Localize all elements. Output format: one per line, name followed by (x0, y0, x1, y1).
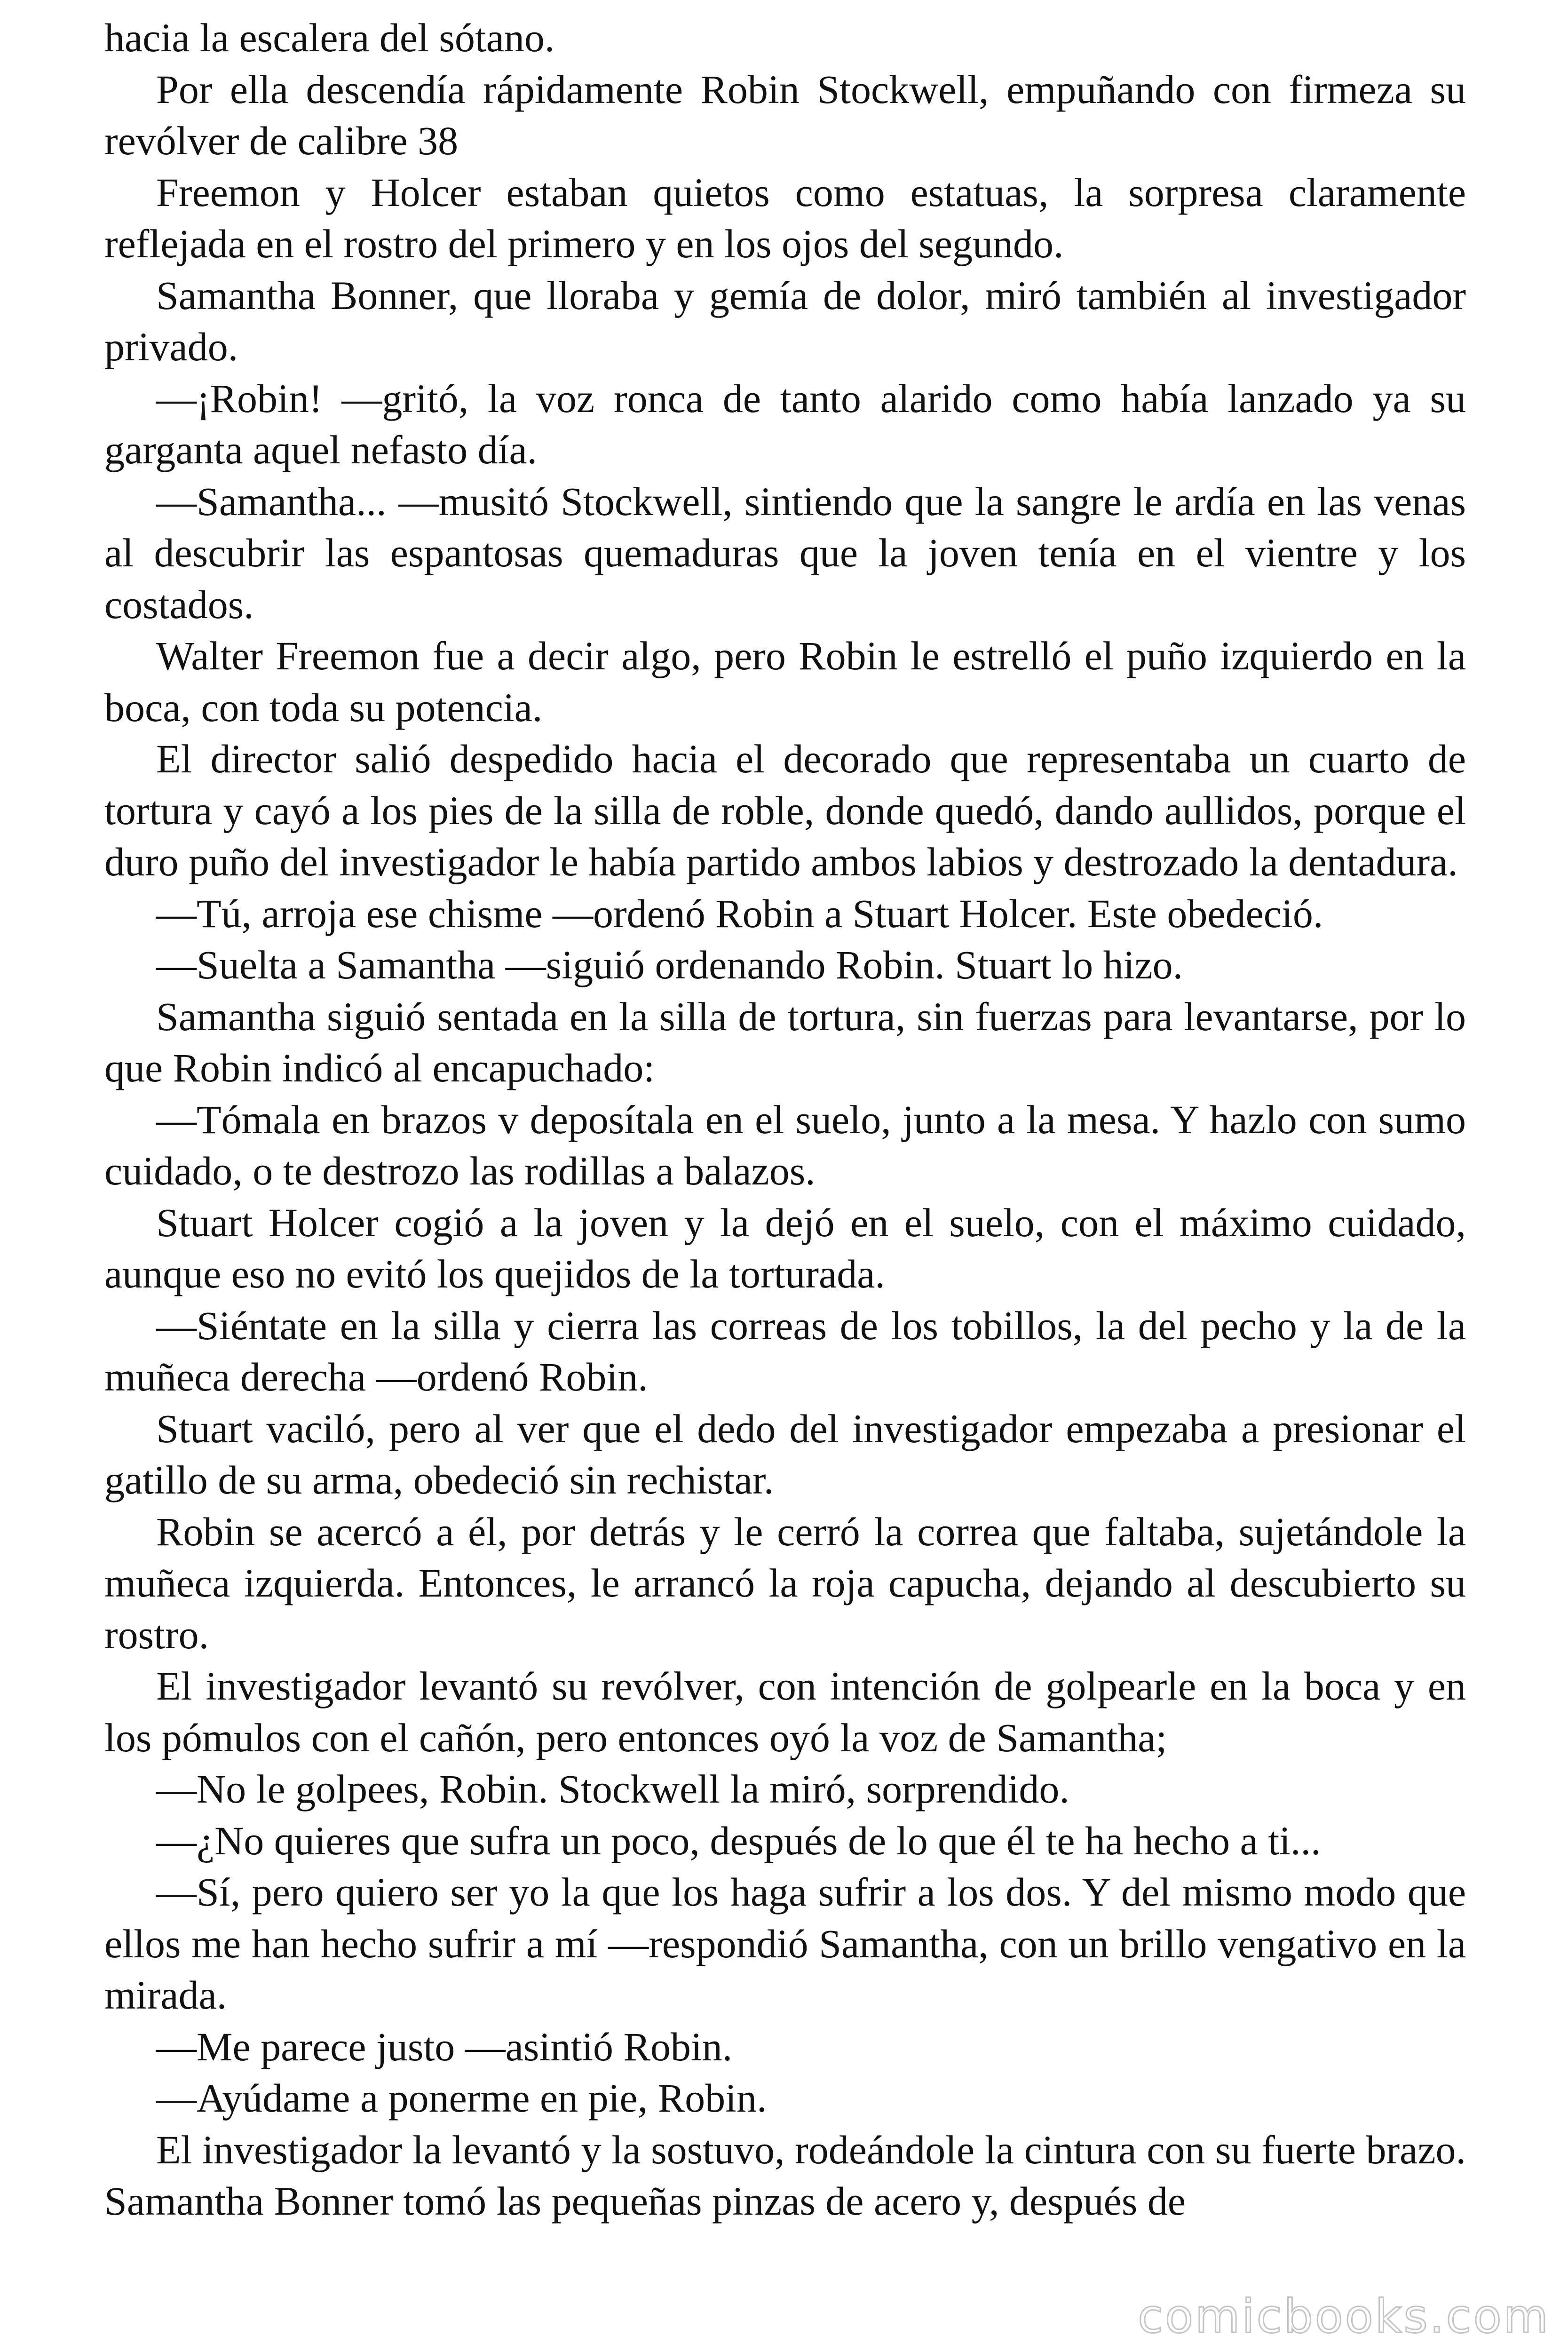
paragraph: —No le golpees, Robin. Stockwell la miró, sorprendido. (156, 1766, 1069, 1812)
paragraph: El director salió despedido hacia el decorado que representaba un cuarto de tortura y cayó a los pies de la silla de roble, donde quedó, dando aullidos, porque el duro puño del investigador le había partido ambos labios y destrozado la dentadura. (104, 736, 1466, 884)
paragraph: Por ella descendía rápidamente Robin Stockwell, empuñando con firmeza su revólver de calibre 38 (104, 66, 1466, 163)
paragraph: —Tómala en brazos v deposítala en el suelo, junto a la mesa. Y hazlo con sumo cuidado, o te destrozo las rodillas a balazos. (104, 1097, 1466, 1193)
paragraph: Samantha Bonner, que lloraba y gemía de dolor, miró también al investigador privado. (104, 272, 1466, 369)
paragraph: Robin se acercó a él, por detrás y le cerró la correa que faltaba, sujetándole la muñeca izquierda. Entonces, le arrancó la roja capucha, dejando al descubierto su rostro. (104, 1509, 1466, 1657)
watermark-text: comicbooks.com (1138, 2290, 1550, 2344)
paragraph: El investigador la levantó y la sostuvo, rodeándole la cintura con su fuerte brazo. Samantha Bonner tomó las pequeñas pinzas de acero y, después de (104, 2127, 1466, 2224)
paragraph: —Samantha... —musitó Stockwell, sintiendo que la sangre le ardía en las venas al descubrir las espantosas quemaduras que la joven tenía en el vientre y los costados. (104, 478, 1466, 627)
paragraph: —Siéntate en la silla y cierra las correas de los tobillos, la del pecho y la de la muñeca derecha —ordenó Robin. (104, 1303, 1466, 1399)
paragraph: —Sí, pero quiero ser yo la que los haga sufrir a los dos. Y del mismo modo que ellos me han hecho sufrir a mí —respondió Samantha, con un brillo vengativo en la mirada. (104, 1869, 1466, 2018)
paragraph: Stuart Holcer cogió a la joven y la dejó en el suelo, con el máximo cuidado, aunque eso no evitó los quejidos de la torturada. (104, 1200, 1466, 1296)
paragraph: —Suelta a Samantha —siguió ordenando Robin. Stuart lo hizo. (156, 942, 1183, 987)
page-text (104, 12, 1466, 2227)
paragraph: Stuart vaciló, pero al ver que el dedo del investigador empezaba a presionar el gatillo de su arma, obedeció sin rechistar. (104, 1406, 1466, 1502)
paragraph: —Me parece justo —asintió Robin. (156, 2024, 733, 2069)
paragraph: —Tú, arroja ese chisme —ordenó Robin a Stuart Holcer. Este obedeció. (156, 890, 1323, 936)
paragraph: Walter Freemon fue a decir algo, pero Robin le estrelló el puño izquierdo en la boca, con toda su potencia. (104, 633, 1466, 730)
paragraph: Samantha siguió sentada en la silla de tortura, sin fuerzas para levantarse, por lo que Robin indicó al encapuchado: (104, 993, 1466, 1090)
paragraph: —Ayúdame a ponerme en pie, Robin. (156, 2075, 767, 2121)
paragraph: El investigador levantó su revólver, con intención de golpearle en la boca y en los pómulos con el cañón, pero entonces oyó la voz de Samantha; (104, 1663, 1466, 1760)
paragraph: —¿No quieres que sufra un poco, después de lo que él te ha hecho a ti... (156, 1818, 1321, 1863)
paragraph: Freemon y Holcer estaban quietos como estatuas, la sorpresa claramente reflejada en el rostro del primero y en los ojos del segundo. (104, 169, 1466, 266)
paragraph: —¡Robin! —gritó, la voz ronca de tanto alarido como había lanzado ya su garganta aquel nefasto día. (104, 375, 1466, 472)
paragraph: hacia la escalera del sótano. (104, 15, 555, 60)
